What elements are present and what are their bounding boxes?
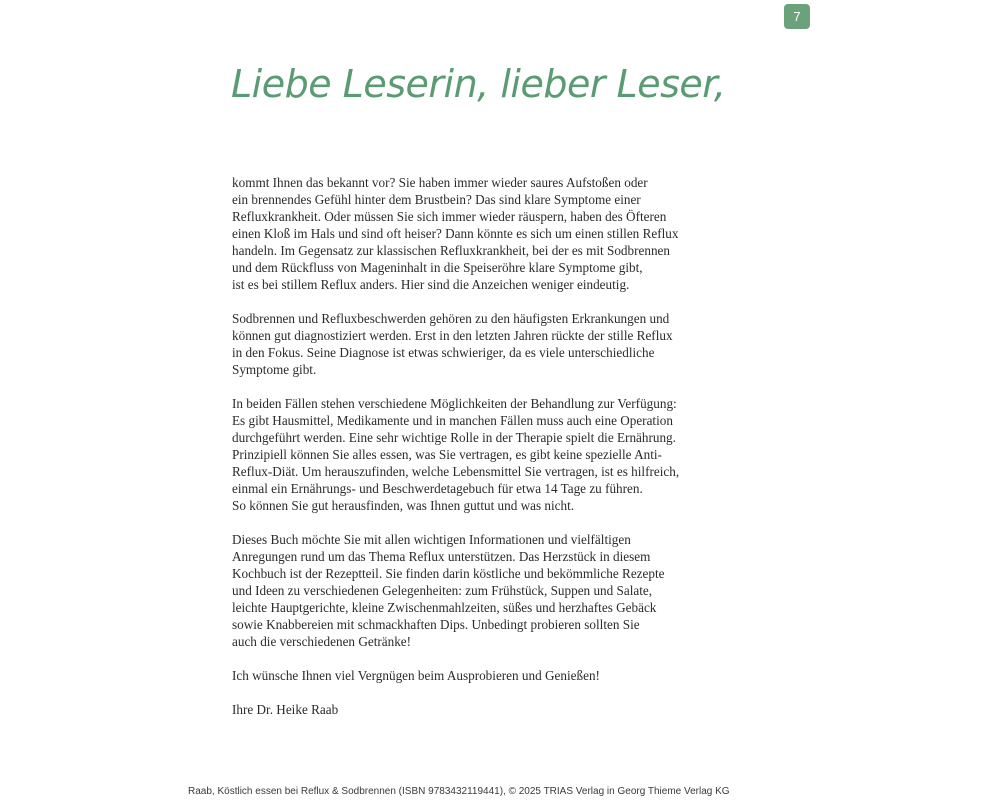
text-line: Kochbuch ist der Rezeptteil. Sie finden darin köstliche und bekömmliche Rezepte — [232, 566, 665, 581]
text-line: leichte Hauptgerichte, kleine Zwischenmahlzeiten, süßes und herzhaftes Gebäck — [232, 600, 657, 615]
text-line: auch die verschiedenen Getränke! — [232, 634, 412, 649]
text-line: Prinzipiell können Sie alles essen, was Sie vertragen, es gibt keine spezielle Anti- — [232, 447, 662, 462]
paragraph-3 — [232, 395, 692, 514]
text-line: Dieses Buch möchte Sie mit allen wichtigen Informationen und vielfältigen — [232, 532, 631, 547]
signature — [232, 701, 692, 718]
text-line: handeln. Im Gegensatz zur klassischen Refluxkrankheit, bei der es mit Sodbrennen — [232, 243, 670, 258]
text-line: durchgeführt werden. Eine sehr wichtige Rolle in der Therapie spielt die Ernährung. — [232, 430, 676, 445]
text-line: Refluxkrankheit. Oder müssen Sie sich immer wieder räuspern, haben des Öfteren — [232, 209, 667, 224]
text-line: in den Fokus. Seine Diagnose ist etwas schwieriger, da es viele unterschiedliche — [232, 345, 655, 360]
text-line: So können Sie gut herausfinden, was Ihnen guttut und was nicht. — [232, 498, 575, 513]
text-line: einmal ein Ernährungs- und Beschwerdetagebuch für etwa 14 Tage zu führen. — [232, 481, 643, 496]
text-line: ein brennendes Gefühl hinter dem Brustbein? Das sind klare Symptome einer — [232, 192, 641, 207]
text-line: sowie Knabbereien mit schmackhaften Dips. Unbedingt probieren sollten Sie — [232, 617, 640, 632]
signature-line: Ihre Dr. Heike Raab — [232, 702, 339, 717]
text-line: Ich wünsche Ihnen viel Vergnügen beim Ausprobieren und Genießen! — [232, 668, 600, 683]
text-line: Es gibt Hausmittel, Medikamente und in manchen Fällen muss auch eine Operation — [232, 413, 673, 428]
letter-body — [232, 174, 692, 735]
text-line: In beiden Fällen stehen verschiedene Möglichkeiten der Behandlung zur Verfügung: — [232, 396, 677, 411]
text-line: und Ideen zu verschiedenen Gelegenheiten: zum Frühstück, Suppen und Salate, — [232, 583, 653, 598]
letter-salutation-heading: Liebe Leserin, lieber Leser, — [231, 62, 726, 106]
text-line: ist es bei stillem Reflux anders. Hier sind die Anzeichen weniger eindeutig. — [232, 277, 630, 292]
paragraph-1 — [232, 174, 692, 293]
text-line: können gut diagnostiziert werden. Erst in den letzten Jahren rückte der stille Reflux — [232, 328, 673, 343]
paragraph-2 — [232, 310, 692, 378]
text-line: einen Kloß im Hals und sind oft heiser? Dann könnte es sich um einen stillen Reflux — [232, 226, 679, 241]
copyright-footer: Raab, Köstlich essen bei Reflux & Sodbrennen (ISBN 9783432119441), © 2025 TRIAS Verlag in Georg Thieme Verlag KG — [188, 786, 730, 797]
paragraph-5 — [232, 667, 692, 684]
page-number-badge: 7 — [784, 4, 810, 29]
paragraph-4 — [232, 531, 692, 650]
text-line: Symptome gibt. — [232, 362, 317, 377]
text-line: Anregungen rund um das Thema Reflux unterstützen. Das Herzstück in diesem — [232, 549, 651, 564]
text-line: Sodbrennen und Refluxbeschwerden gehören zu den häufigsten Erkrankungen und — [232, 311, 670, 326]
text-line: und dem Rückfluss von Mageninhalt in die Speiseröhre klare Symptome gibt, — [232, 260, 643, 275]
text-line: kommt Ihnen das bekannt vor? Sie haben immer wieder saures Aufstoßen oder — [232, 175, 648, 190]
text-line: Reflux-Diät. Um herauszufinden, welche Lebensmittel Sie vertragen, ist es hilfreich, — [232, 464, 680, 479]
